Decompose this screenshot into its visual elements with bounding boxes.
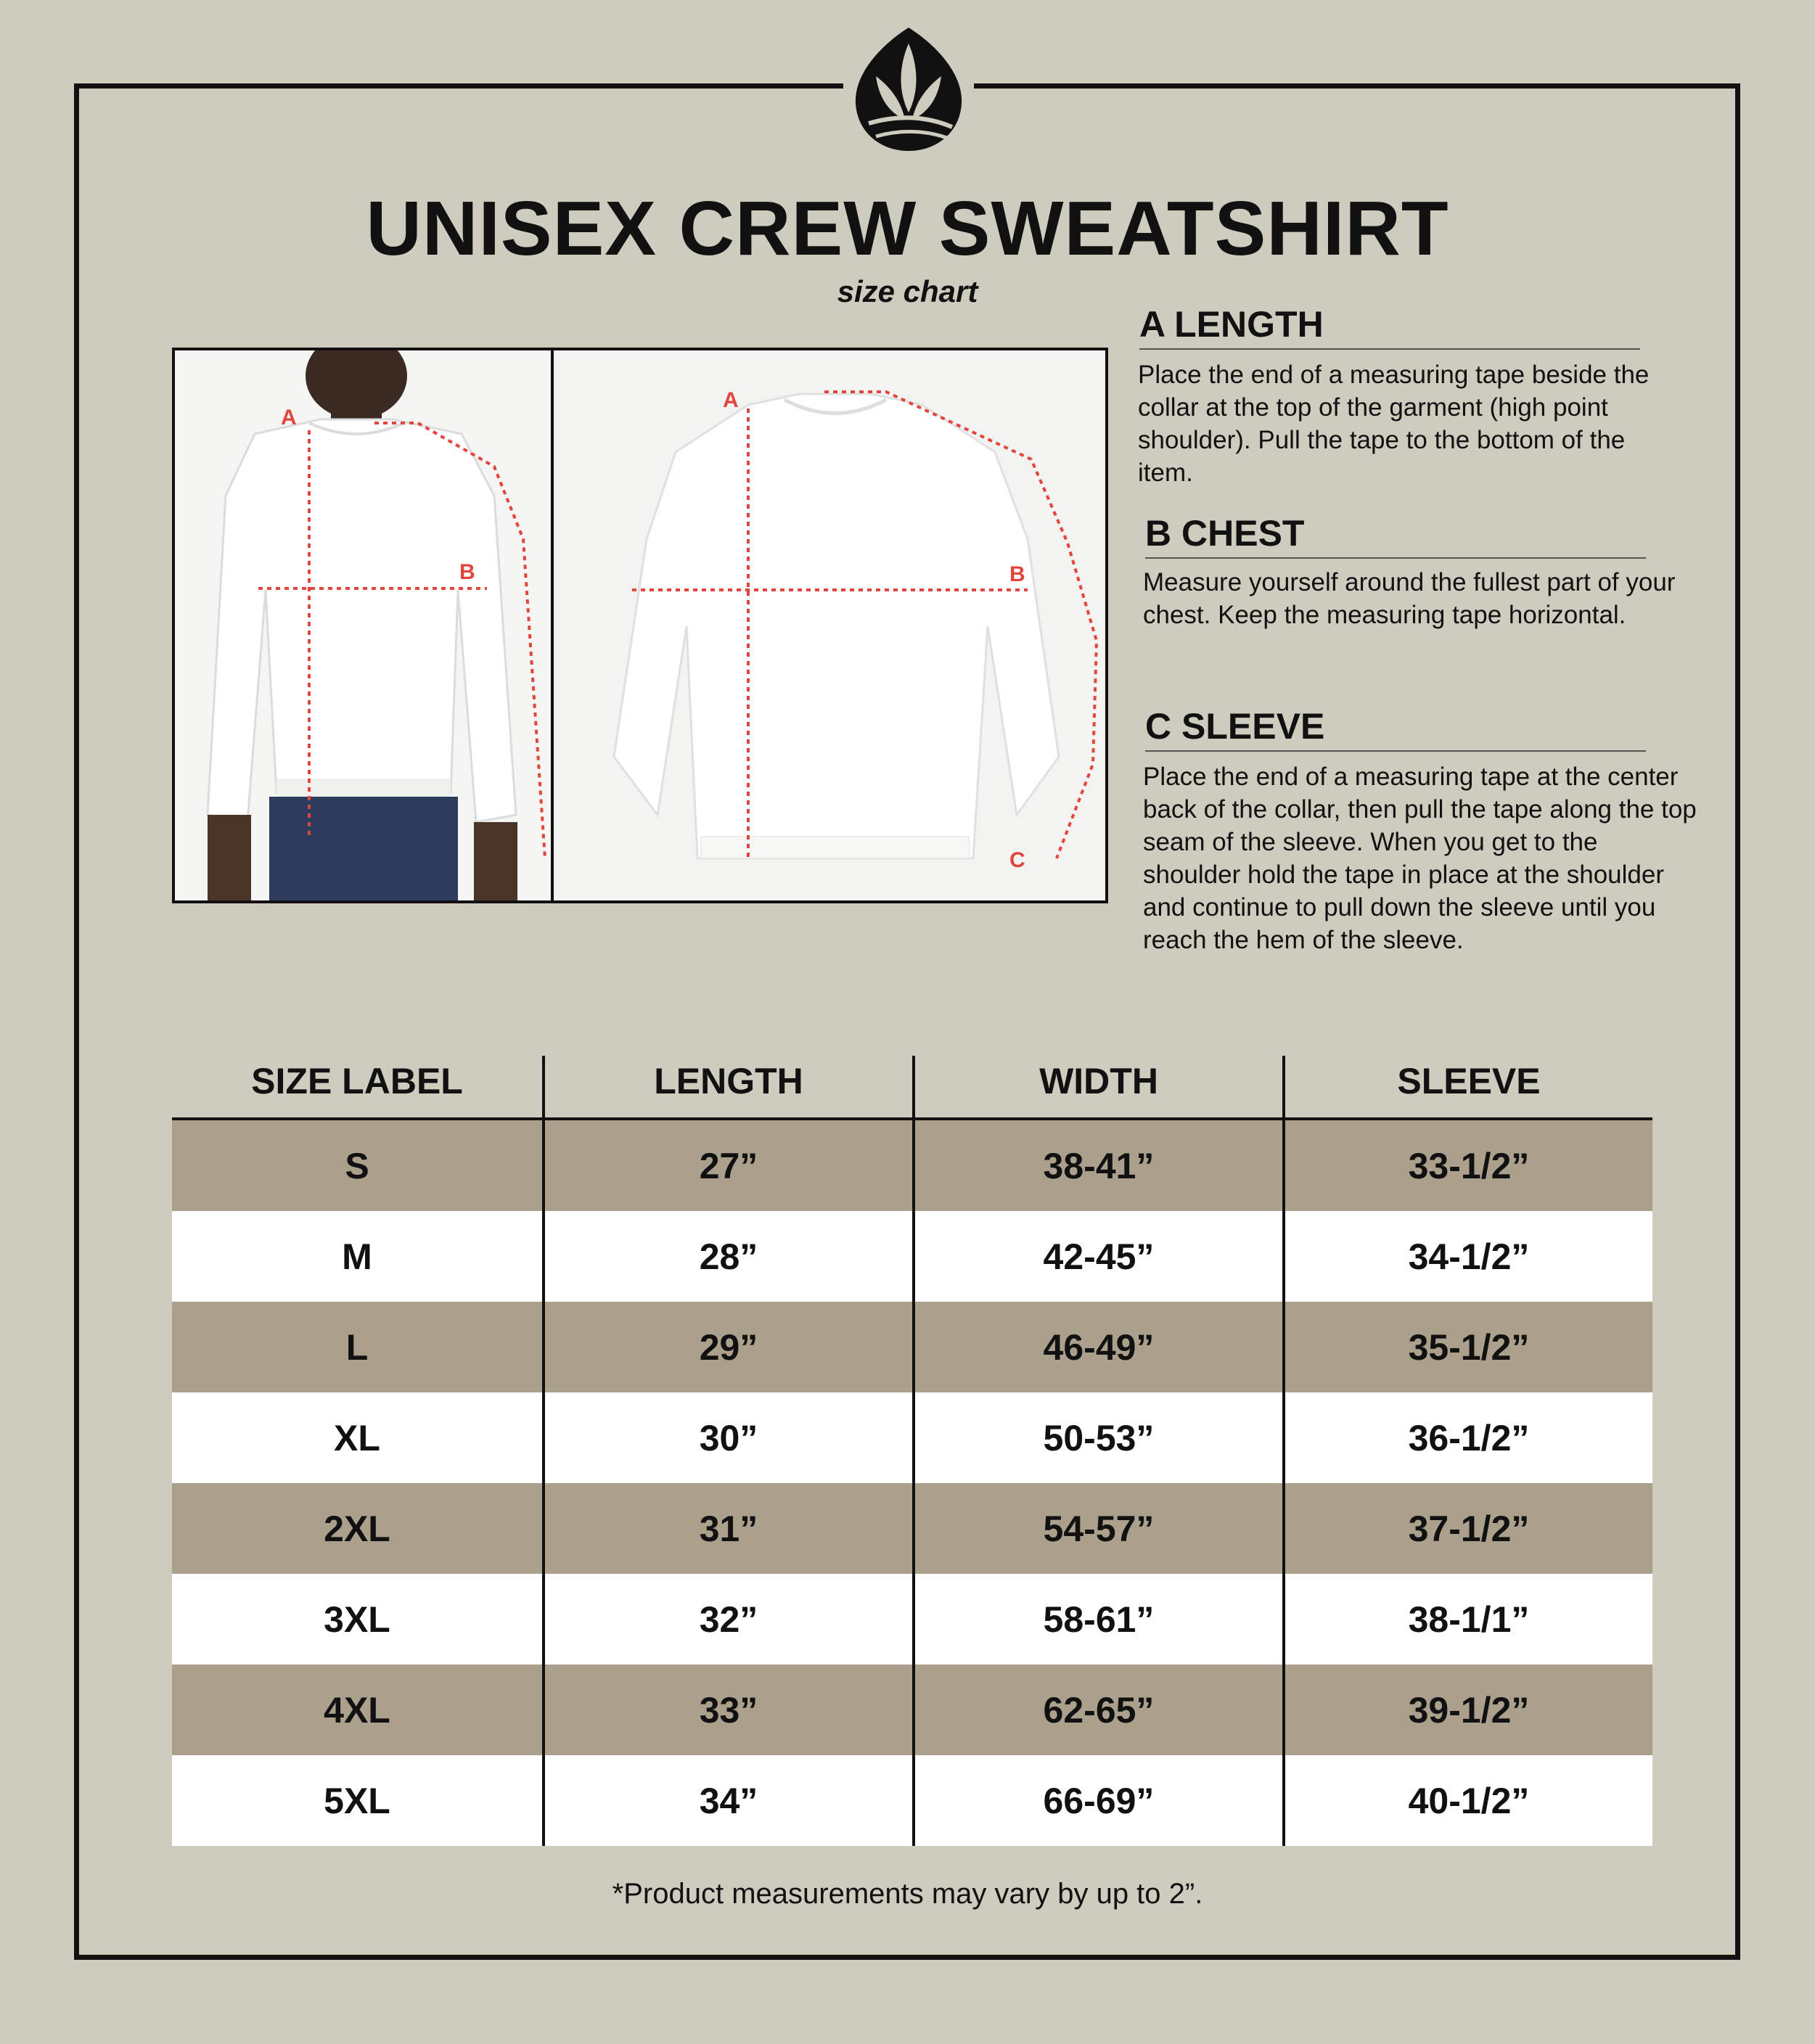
width-cell: 42-45” [912, 1211, 1282, 1302]
table-row [172, 1574, 1652, 1665]
header-sleeve: SLEEVE [1282, 1056, 1652, 1117]
size-cell: M [342, 1236, 372, 1277]
tag-b-left: B [459, 560, 475, 584]
sleeve-cell: 40-1/2” [1282, 1755, 1652, 1846]
table-row [172, 1665, 1652, 1755]
length-cell: 27” [542, 1120, 912, 1211]
width-cell: 66-69” [912, 1755, 1282, 1846]
length-cell: 30” [542, 1392, 912, 1483]
tag-c-right: C [1009, 848, 1025, 872]
size-cell: L [345, 1326, 369, 1368]
table-header [172, 1056, 1652, 1120]
length-cell: 29” [542, 1302, 912, 1392]
size-cell: XL [334, 1417, 380, 1458]
tag-b-right: B [1009, 562, 1025, 586]
header-length: LENGTH [542, 1056, 912, 1117]
sleeve-cell: 36-1/2” [1282, 1392, 1652, 1483]
width-cell: 38-41” [912, 1120, 1282, 1211]
sleeve-heading: C SLEEVE [1145, 705, 1646, 752]
size-table [172, 1056, 1652, 1846]
length-cell: 28” [542, 1211, 912, 1302]
table-row [172, 1755, 1652, 1846]
footnote: *Product measurements may vary by up to 2”. [612, 1878, 1203, 1910]
sweatshirt-illustration [175, 350, 1108, 903]
page-title: UNISEX CREW SWEATSHIRT [366, 186, 1449, 271]
size-cell: S [345, 1145, 369, 1186]
photo-divider [551, 350, 554, 900]
sleeve-cell: 35-1/2” [1282, 1302, 1652, 1392]
width-cell: 54-57” [912, 1483, 1282, 1574]
size-cell: 4XL [324, 1689, 390, 1731]
length-description: Place the end of a measuring tape beside the collar at the top of the garment (high point shoulder). Pull the tape to the bottom of the item. [1138, 361, 1650, 487]
table-row [172, 1120, 1652, 1211]
length-cell: 31” [542, 1483, 912, 1574]
chest-description: Measure yourself around the fullest part of your chest. Keep the measuring tape horizontal. [1143, 568, 1676, 629]
length-heading: A LENGTH [1139, 303, 1640, 350]
tag-a-left: A [281, 406, 297, 430]
size-cell: 5XL [324, 1780, 390, 1821]
table-row [172, 1211, 1652, 1302]
page-subtitle: size chart [837, 274, 978, 308]
length-cell: 33” [542, 1665, 912, 1755]
table-row [172, 1302, 1652, 1392]
sleeve-description: Place the end of a measuring tape at the center back of the collar, then pull the tape along the top seam of the sleeve. When you get to the shoulder hold the tape in place at the shoulder and continue to pull down the sleeve until you reach the hem of the sleeve. [1143, 763, 1697, 954]
leaf-logo-icon [847, 22, 970, 156]
tag-a-right: A [723, 388, 739, 412]
table-row [172, 1483, 1652, 1574]
sleeve-cell: 34-1/2” [1282, 1211, 1652, 1302]
width-cell: 62-65” [912, 1665, 1282, 1755]
sleeve-cell: 33-1/2” [1282, 1120, 1652, 1211]
sleeve-cell: 37-1/2” [1282, 1483, 1652, 1574]
width-cell: 50-53” [912, 1392, 1282, 1483]
chest-heading: B CHEST [1145, 512, 1646, 559]
length-cell: 34” [542, 1755, 912, 1846]
width-cell: 46-49” [912, 1302, 1282, 1392]
table-row [172, 1392, 1652, 1483]
sleeve-cell: 38-1/1” [1282, 1574, 1652, 1665]
size-cell: 3XL [324, 1598, 390, 1640]
sleeve-cell: 39-1/2” [1282, 1665, 1652, 1755]
header-size-label: SIZE LABEL [251, 1060, 463, 1101]
size-cell: 2XL [324, 1508, 390, 1549]
length-cell: 32” [542, 1574, 912, 1665]
header-width: WIDTH [912, 1056, 1282, 1117]
width-cell: 58-61” [912, 1574, 1282, 1665]
measurement-photos [172, 348, 1108, 903]
